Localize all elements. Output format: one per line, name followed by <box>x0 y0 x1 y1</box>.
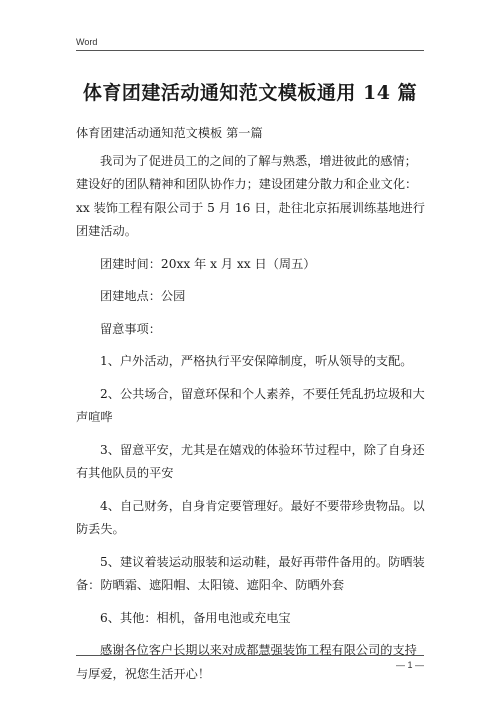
header-label: Word <box>76 37 98 47</box>
header-divider <box>76 50 424 51</box>
paragraph-note-2: 2、公共场合，留意环保和个人素养，不要任凭乱扔垃圾和大声喧哗 <box>76 386 425 424</box>
paragraph-note-3: 3、留意平安，尤其是在嬉戏的体验环节过程中，除了自身还有其他队员的平安 <box>76 442 425 480</box>
document-body <box>76 122 426 695</box>
footer-divider <box>76 655 424 656</box>
paragraph-notes-heading: 留意事项： <box>100 321 161 336</box>
paragraph-closing: 感谢各位客户长期以来对成都慧强装饰工程有限公司的支持与厚爱，祝您生活开心！ <box>76 643 417 681</box>
paragraph-note-4: 4、自己财务，自身肯定要管理好。最好不要带珍贵物品。以防丢失。 <box>76 498 425 536</box>
paragraph-intro: 我司为了促进员工的之间的了解与熟悉，增进彼此的感情；建设好的团队精神和团队协作力；建设团建分散力和企业文化：xx 装饰工程有限公司于 5 月 16 日，赴往北京拓展训练基地进行团建活动。 <box>76 153 425 238</box>
paragraph-note-1: 1、户外活动，严格执行平安保障制度，听从领导的支配。 <box>100 354 413 368</box>
section-heading: 体育团建活动通知范文模板 第一篇 <box>76 126 263 140</box>
paragraph-location: 团建地点：公园 <box>100 289 186 303</box>
paragraph-note-5: 5、建议着装运动服装和运动鞋，最好再带件备用的。防晒装备：防晒霜、遮阳帽、太阳镜、遮阳伞、防晒外套 <box>76 554 425 592</box>
paragraph-time: 团建时间：20xx 年 x 月 xx 日（周五） <box>100 256 316 271</box>
paragraph-note-6: 6、其他：相机，备用电池或充电宝 <box>100 610 291 625</box>
page-number: — 1 — <box>395 660 424 670</box>
document-title: 体育团建活动通知范文模板通用 14 篇 <box>82 82 418 104</box>
